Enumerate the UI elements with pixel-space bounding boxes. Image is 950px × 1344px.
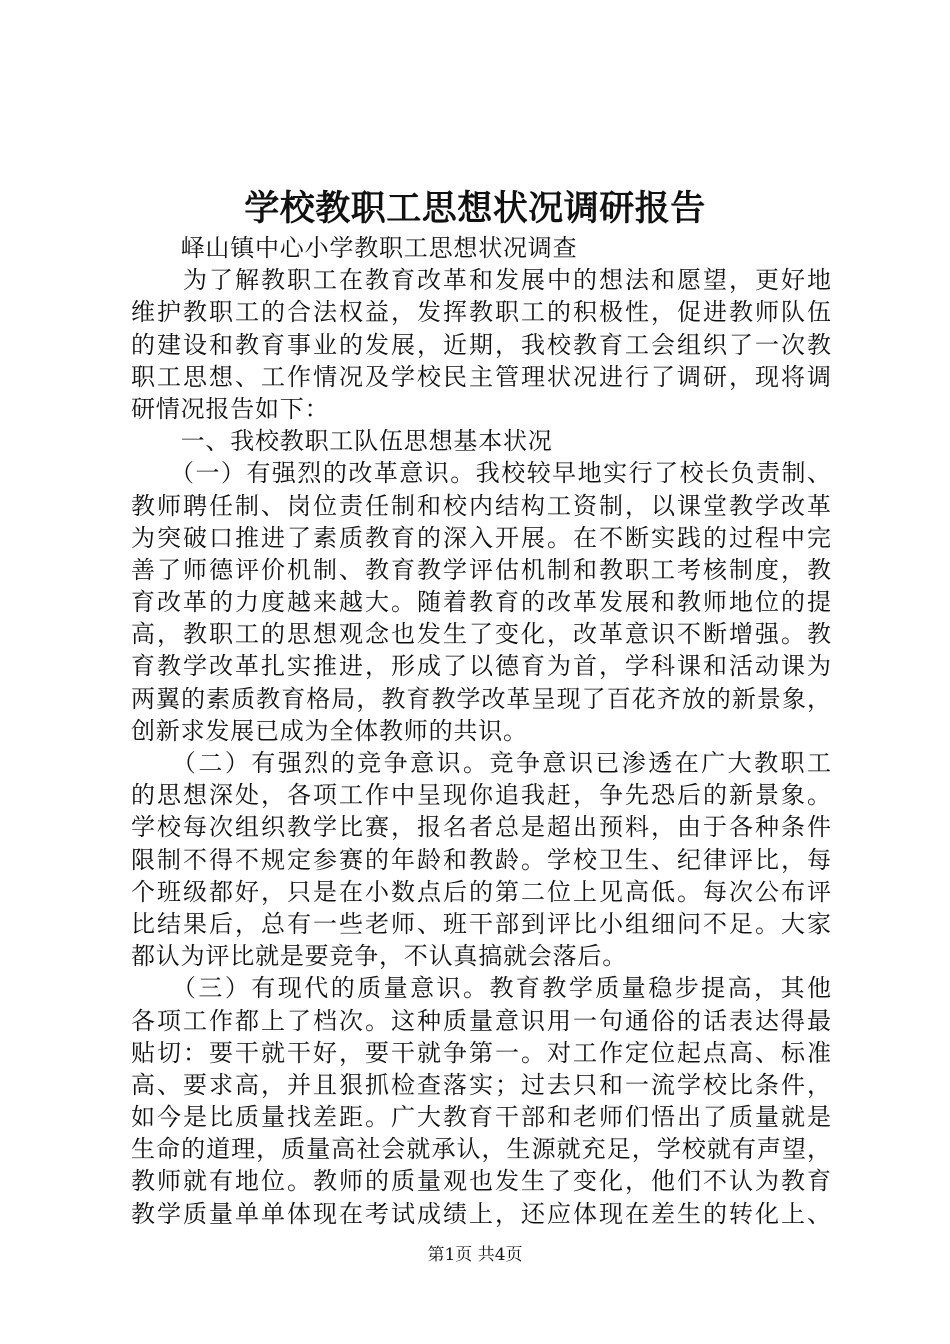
body-line: 职工思想、工作情况及学校民主管理状况进行了调研，现将调	[131, 362, 831, 391]
body-line: 教师聘任制、岗位责任制和校内结构工资制，以课堂教学改革	[131, 491, 831, 520]
body-line: 学校每次组织教学比赛，报名者总是超出预料，由于各种条件	[131, 813, 831, 842]
body-line: 为了解教职工在教育改革和发展中的想法和愿望，更好地	[131, 266, 831, 295]
body-line: 高，教职工的思想观念也发生了变化，改革意识不断增强。教	[131, 620, 831, 649]
body-line: 两翼的素质教育格局，教育教学改革呈现了百花齐放的新景象，	[131, 684, 831, 713]
document-body	[131, 232, 831, 1230]
body-line: 贴切：要干就干好，要干就争第一。对工作定位起点高、标准	[131, 1038, 831, 1067]
body-line: 研情况报告如下：	[131, 394, 330, 423]
body-line: 一、我校教职工队伍思想基本状况	[131, 427, 553, 456]
body-line: 生命的道理，质量高社会就承认，生源就充足，学校就有声望，	[131, 1135, 831, 1164]
body-line: （二）有强烈的竞争意识。竞争意识已渗透在广大教职工	[131, 749, 831, 777]
body-line: 维护教职工的合法权益，发挥教职工的积极性，促进教师队伍	[131, 298, 831, 327]
body-line: 教师就有地位。教师的质量观也发生了变化，他们不认为教育	[131, 1167, 831, 1196]
page-footer: 第1页 共4页	[427, 1245, 523, 1265]
body-line: 的思想深处，各项工作中呈现你追我赶，争先恐后的新景象。	[131, 781, 831, 810]
body-line: 育教学改革扎实推进，形成了以德育为首，学科课和活动课为	[131, 652, 831, 681]
body-line: 创新求发展已成为全体教师的共识。	[131, 716, 528, 745]
body-line: 个班级都好，只是在小数点后的第二位上见高低。每次公布评	[131, 877, 831, 906]
body-line: 的建设和教育事业的发展，近期，我校教育工会组织了一次教	[131, 330, 831, 359]
body-line: 都认为评比就是要竞争，不认真搞就会落后。	[131, 942, 627, 971]
body-line: 高、要求高，并且狠抓检查落实；过去只和一流学校比条件，	[131, 1070, 831, 1099]
body-line: 比结果后，总有一些老师、班干部到评比小组细问不足。大家	[131, 909, 831, 938]
body-line: 峄山镇中心小学教职工思想状况调查	[131, 234, 578, 262]
document-title: 学校教职工思想状况调研报告	[244, 188, 706, 229]
body-line: 为突破口推进了素质教育的深入开展。在不断实践的过程中完	[131, 523, 831, 552]
body-line: 育改革的力度越来越大。随着教育的改革发展和教师地位的提	[131, 588, 831, 617]
body-line: 各项工作都上了档次。这种质量意识用一句通俗的话表达得最	[131, 1006, 831, 1035]
body-line: 限制不得不规定参赛的年龄和教龄。学校卫生、纪律评比，每	[131, 845, 831, 874]
body-line: （一）有强烈的改革意识。我校较早地实行了校长负责制、	[131, 459, 831, 488]
body-line: 如今是比质量找差距。广大教育干部和老师们悟出了质量就是	[131, 1103, 831, 1132]
body-line: （三）有现代的质量意识。教育教学质量稳步提高，其他	[131, 974, 831, 1003]
body-line: 教学质量单单体现在考试成绩上，还应体现在差生的转化上、	[131, 1199, 831, 1228]
body-line: 善了师德评价机制、教育教学评估机制和教职工考核制度，教	[131, 555, 831, 584]
